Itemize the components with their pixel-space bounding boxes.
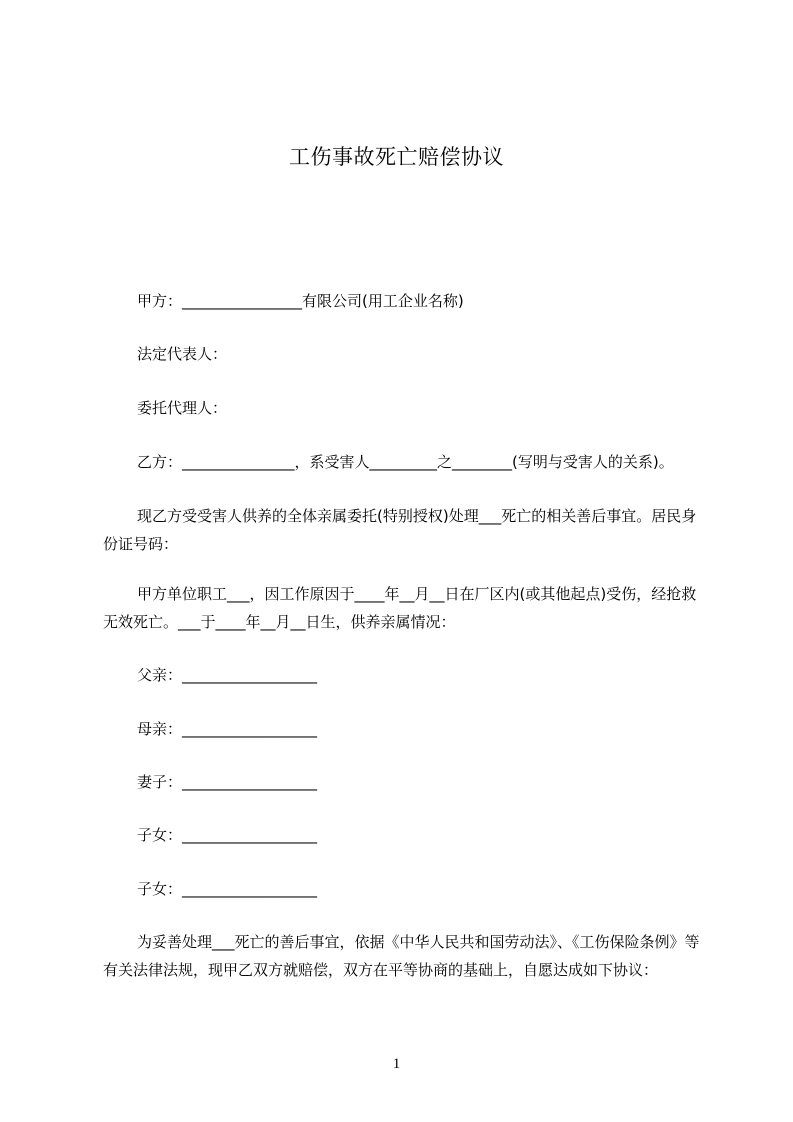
accident-text: 甲方单位职工___，因工作原因于____年__月__日在厂区内(或其他起点)受伤，经抢救无效死亡。___于____年__月__日生，供养亲属情况： — [103, 585, 697, 631]
agreement-paragraph — [103, 928, 703, 984]
mother-line: 母亲：__________________ — [137, 720, 318, 738]
page-number: 1 — [392, 1056, 401, 1072]
legal-representative-line: 法定代表人： — [137, 345, 228, 363]
accident-paragraph — [103, 580, 703, 636]
delegation-paragraph — [103, 502, 703, 558]
child-line-1: 子女：__________________ — [137, 826, 318, 844]
party-b-line: 乙方：_______________，系受害人_________之________(写明与受害人的关系)。 — [137, 453, 674, 471]
delegation-text: 现乙方受受害人供养的全体亲属委托(特别授权)处理___死亡的相关善后事宜。居民身份证号码： — [103, 507, 697, 553]
agent-line: 委托代理人： — [137, 399, 228, 417]
party-a-line: 甲方：________________有限公司(用工企业名称) — [137, 292, 464, 310]
agreement-text: 为妥善处理___死亡的善后事宜，依据《中华人民共和国劳动法》、《工伤保险条例》等有关法律法规，现甲乙双方就赔偿，双方在平等协商的基础上，自愿达成如下协议： — [103, 933, 700, 979]
document-title: 工伤事故死亡赔偿协议 — [289, 145, 504, 169]
child-line-2: 子女：__________________ — [137, 880, 318, 898]
wife-line: 妻子：__________________ — [137, 773, 318, 791]
father-line: 父亲：__________________ — [137, 666, 318, 684]
